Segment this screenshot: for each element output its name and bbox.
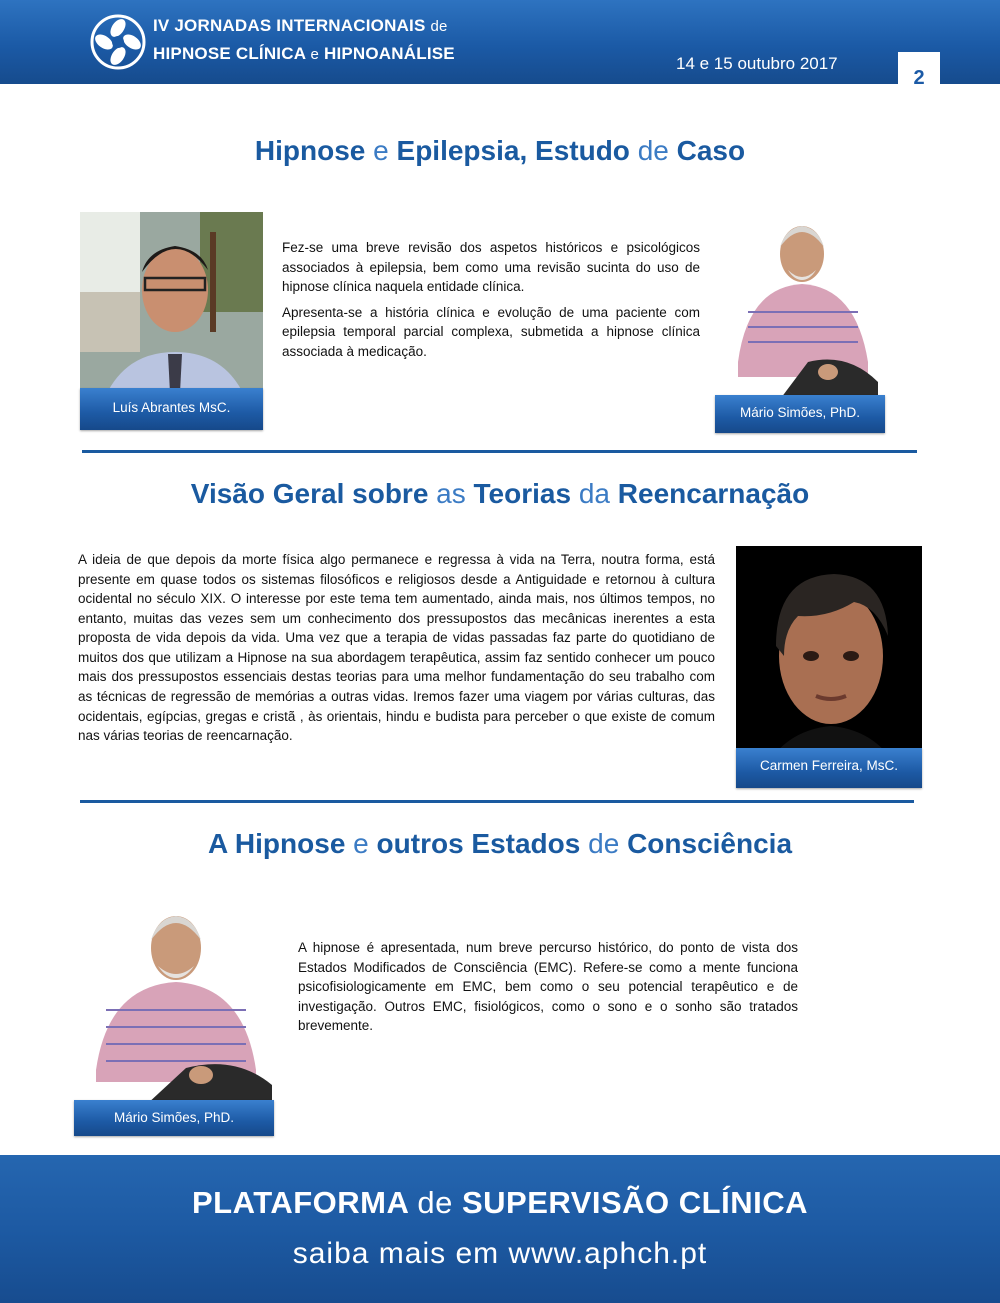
title-word: Reencarnação bbox=[617, 478, 810, 509]
title-connector: de bbox=[637, 135, 669, 166]
title-word: Estudo bbox=[535, 135, 630, 166]
footer-headline-bold-a: PLATAFORMA bbox=[192, 1185, 409, 1220]
event-title-connector: de bbox=[430, 18, 448, 35]
speaker-photo-mario-simoes-2 bbox=[76, 900, 272, 1105]
title-word: Teorias bbox=[473, 478, 572, 509]
section-1-abstract bbox=[282, 238, 700, 367]
title-word: Visão Geral sobre bbox=[190, 478, 429, 509]
event-title-bold-a: HIPNOSE CLÍNICA bbox=[153, 44, 306, 63]
section-2-abstract bbox=[78, 550, 715, 752]
title-word: A Hipnose bbox=[207, 828, 346, 859]
leaf-circle-logo-icon bbox=[90, 14, 146, 70]
footer-website-link[interactable]: saiba mais em www.aphch.pt bbox=[292, 1237, 708, 1270]
speaker-caption-mario-simoes-1: Mário Simões, PhD. bbox=[715, 395, 885, 433]
title-connector: e bbox=[353, 828, 369, 859]
title-connector: de bbox=[588, 828, 620, 859]
page-number: 2 bbox=[898, 52, 940, 96]
title-word: Epilepsia, bbox=[396, 135, 528, 166]
section-divider bbox=[80, 800, 914, 803]
speaker-caption-mario-simoes-2: Mário Simões, PhD. bbox=[74, 1100, 274, 1136]
title-connector: da bbox=[578, 478, 610, 509]
title-word: outros Estados bbox=[376, 828, 581, 859]
title-word: Consciência bbox=[627, 828, 793, 859]
title-connector: as bbox=[436, 478, 466, 509]
event-title-line-2 bbox=[153, 44, 455, 64]
event-title-connector-2: e bbox=[310, 46, 320, 63]
title-connector: e bbox=[373, 135, 389, 166]
event-title-bold: IV JORNADAS INTERNACIONAIS bbox=[153, 16, 426, 35]
speaker-photo-mario-simoes-1 bbox=[718, 212, 882, 402]
footer-headline-bold-b: SUPERVISÃO CLÍNICA bbox=[461, 1185, 808, 1220]
abstract-paragraph: Apresenta-se a história clínica e evolução de uma paciente com epilepsia temporal parcial complexa, submetida a hipnose clínica associada à medicação. bbox=[282, 304, 700, 359]
section-divider bbox=[82, 450, 917, 453]
event-date: 14 e 15 outubro 2017 bbox=[676, 54, 838, 73]
section-3-title bbox=[0, 828, 1000, 860]
title-word: Hipnose bbox=[254, 135, 366, 166]
footer-band bbox=[0, 1155, 1000, 1303]
footer-headline-connector: de bbox=[417, 1185, 453, 1220]
section-1-title bbox=[0, 135, 1000, 167]
speaker-caption-luis-abrantes: Luís Abrantes MsC. bbox=[80, 388, 263, 430]
abstract-paragraph: A ideia de que depois da morte física algo permanece e regressa à vida na Terra, noutra forma, está presente em quase todos os sistemas filosóficos e religiosos desde a Antiguidade e retornou à cultura ocidental no século XIX. O interesse por este tema tem aumentado, ainda mais, nos últimos tempos, no entanto, muitas das vezes sem um conhecimento dos pressupostos das mecânicas inerentes a esta proposta de vida depois da vida. Uma vez que a terapia de vidas passadas faz parte do quotidiano de muitos dos que utilizam a Hipnose na sua abordagem terapêutica, assim faz sentido conhecer um pouco mais dos pressupostos essenciais destas teorias para uma melhor fundamentação do seu trabalho com as técnicas de regressão de memórias a outras vidas. Iremos fazer uma viagem por várias culturas, das ocidentais, egípcias, gregas e cristã , às orientais, hindu e budista para perceber o que existe de comum nas várias teorias de reencarnação. bbox=[78, 552, 715, 744]
speaker-caption-carmen-ferreira: Carmen Ferreira, MsC. bbox=[736, 748, 922, 788]
section-2-title bbox=[0, 478, 1000, 510]
event-title-line-1 bbox=[153, 16, 448, 36]
section-3-abstract bbox=[298, 938, 798, 1042]
footer-headline bbox=[0, 1185, 1000, 1221]
header-band bbox=[0, 0, 1000, 84]
abstract-paragraph: Fez-se uma breve revisão dos aspetos históricos e psicológicos associados à epilepsia, bem como uma revisão sucinta do uso de hipnose clínica naquela entidade clínica. bbox=[282, 240, 700, 295]
abstract-paragraph: A hipnose é apresentada, num breve percurso histórico, do ponto de vista dos Estados Modificados de Consciência (EMC). Refere-se como a mente funciona psicofisiologicamente em EMC, bem como o seu potencial terapêutico e de investigação. Outros EMC, fisiológicos, como o sono e o sonho são tratados brevemente. bbox=[298, 940, 798, 1034]
title-word: Caso bbox=[676, 135, 746, 166]
event-title-bold-b: HIPNOANÁLISE bbox=[323, 44, 455, 63]
